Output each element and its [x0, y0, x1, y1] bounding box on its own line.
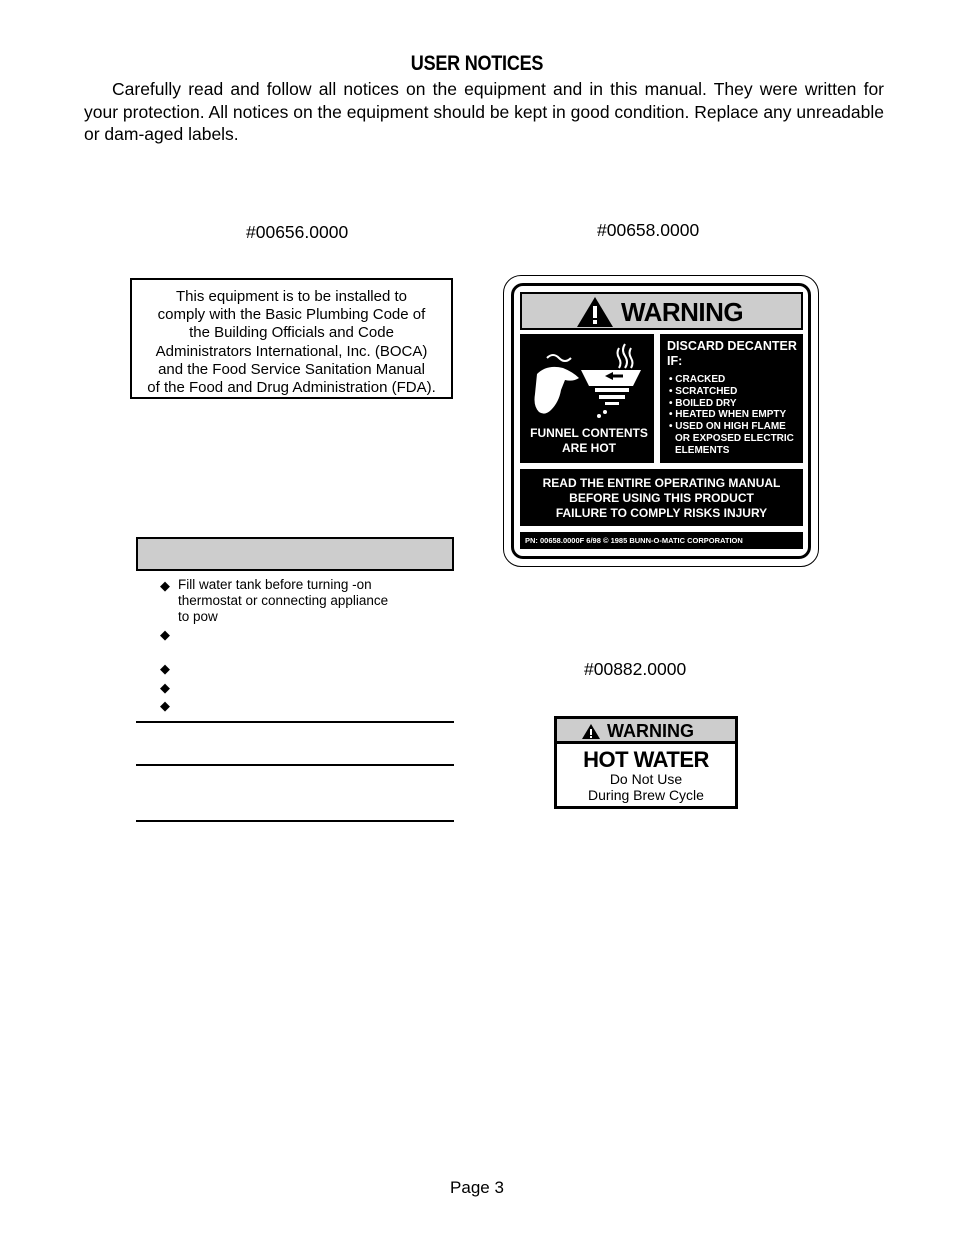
intro-paragraph — [84, 78, 884, 146]
caution-item-1 — [178, 577, 448, 626]
discard-title-line-1: DISCARD DECANTER — [667, 339, 797, 353]
caution-item-1-line-3: to pow — [178, 609, 218, 625]
discard-title — [667, 339, 797, 369]
discard-conditions-list — [669, 374, 794, 457]
bullet-diamond-2: ◆ — [160, 627, 170, 642]
part-number-00656: #00656.0000 — [246, 222, 349, 242]
page-number: Page 3 — [450, 1178, 504, 1197]
list-item: • HEATED WHEN EMPTY — [669, 409, 787, 421]
plumbing-line-2: comply with the Basic Plumbing Code of — [157, 306, 426, 324]
read-line-2: BEFORE USING THIS PRODUCT — [569, 491, 754, 505]
plumbing-line-4: Administrators International, Inc. (BOCA) — [155, 342, 428, 360]
plumbing-line-3: the Building Officials and Code — [189, 324, 394, 342]
funnel-caption-line-1: FUNNEL CONTENTS — [530, 426, 648, 440]
part-number-00658: #00658.0000 — [597, 220, 700, 240]
caution-item-1-line-1: Fill water tank before turning -on — [178, 577, 372, 592]
divider-3 — [136, 820, 454, 822]
divider-2 — [136, 764, 454, 766]
hot-water-title: HOT WATER — [583, 747, 709, 772]
bullet-diamond-5: ◆ — [160, 698, 170, 713]
divider-1 — [136, 721, 454, 723]
read-manual-text — [520, 476, 803, 521]
discard-title-line-2: IF: — [667, 354, 683, 368]
caution-header-bar — [136, 537, 454, 571]
list-item: • BOILED DRY — [669, 397, 737, 409]
plumbing-line-1: This equipment is to be installed to — [176, 288, 407, 305]
warning-triangle-icon — [576, 296, 614, 328]
list-item: • CRACKED — [669, 374, 726, 385]
funnel-caption — [520, 426, 658, 456]
label-part-number-footer: PN: 00658.0000F 6/98 © 1985 BUNN-O-MATIC CORPORATION — [525, 536, 743, 545]
read-line-3: FAILURE TO COMPLY RISKS INJURY — [555, 506, 768, 520]
intro-text: Carefully read and follow all notices on the equipment and in this manual. They were written for your protection. All notices on the equipment should be kept in good condition. Replace any unreadable or dam-aged labels. — [84, 79, 884, 144]
caution-item-1-line-2: thermostat or connecting appliance — [178, 593, 389, 609]
hot-water-subtitle-2: During Brew Cycle — [588, 787, 704, 803]
hot-water-subtitle-1: Do Not Use — [609, 771, 683, 787]
read-line-1: READ THE ENTIRE OPERATING MANUAL — [542, 476, 781, 490]
hot-funnel-hand-icon — [533, 340, 645, 422]
plumbing-line-6: of the Food and Drug Administration (FDA). — [147, 379, 436, 397]
page-title: USER NOTICES — [410, 52, 544, 75]
list-item: • SCRATCHED — [669, 385, 738, 397]
list-item: ELEMENTS — [675, 444, 730, 456]
warning-heading: WARNING — [621, 297, 744, 327]
funnel-caption-line-2: ARE HOT — [562, 441, 616, 455]
list-item: OR EXPOSED ELECTRIC — [675, 432, 794, 444]
list-item: • USED ON HIGH FLAME — [669, 421, 786, 433]
bullet-diamond-4: ◆ — [160, 680, 170, 695]
warning-triangle-icon — [581, 723, 601, 740]
plumbing-code-label — [130, 278, 453, 399]
hot-water-warning-heading: WARNING — [607, 721, 694, 741]
part-number-00882: #00882.0000 — [584, 659, 687, 679]
bullet-diamond-1: ◆ — [160, 578, 170, 593]
plumbing-line-5: and the Food Service Sanitation Manual — [158, 360, 425, 378]
bullet-diamond-3: ◆ — [160, 661, 170, 676]
